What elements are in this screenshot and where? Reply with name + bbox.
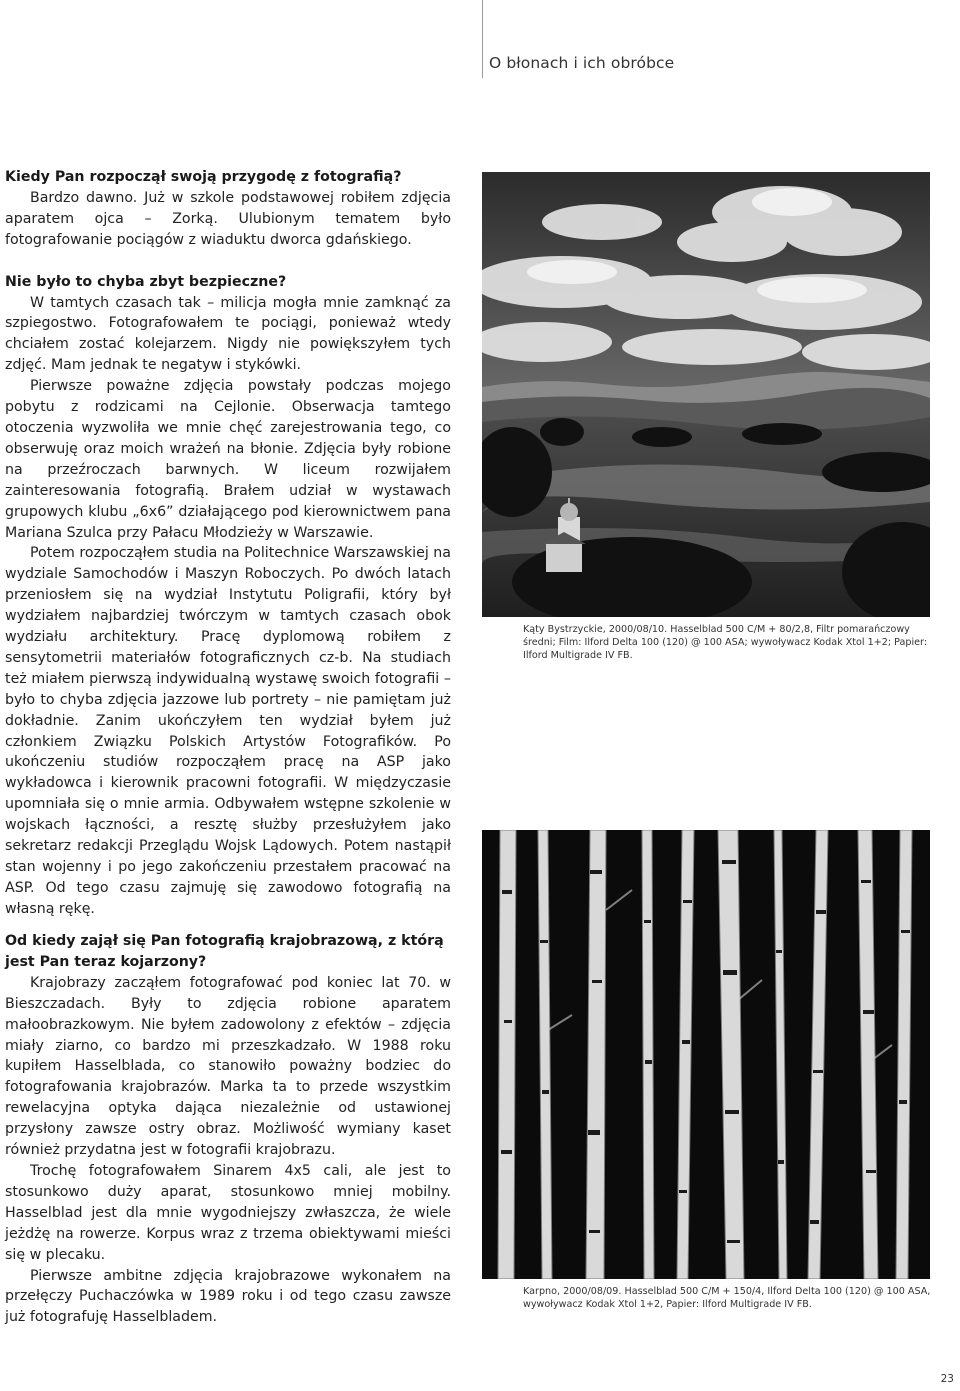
answer-2-paragraph-3: Potem rozpocząłem studia na Politechnice Warszawskiej na wydziale Samochodów i Maszyn Roboczych. Po dwóch latach przeniosłem się na wydział Instytutu Poligrafii, który był wydziałem najbardziej twórczym w tamtych czasach obok wydziału architektury. Pracę dyplomową robiłem z sensytometrii materiałów fotograficznych cz-b. Na studiach też miałem pierwszą indywidualną wystawę swoich fotografii – było to chyba zdjęcia jazzowe lub portrety – nie pamiętam już dokładnie. Zanim ukończyłem ten wydział byłem już członkiem Związku Polskich Artystów Fotografików. Po ukończeniu studiów rozpocząłem pracę na ASP jako wykładowca i kierownik pracowni fotografii. W międzyczasie upomniała się o mnie armia. Odbywałem wstępne szkolenie w wojskach łączności, a resztę służby przesłużyłem jako sekretarz redakcji Przeglądu Wojsk Lądowych. Potem nastąpił stan wojenny i po jego zakończeniu przestałem pracować na ASP. Od tego czasu zajmuję się zawodowo fotografią na własną rękę. [5, 545, 451, 917]
answer-2-paragraph-1: W tamtych czasach tak – milicja mogła mnie zamknąć za szpiegostwo. Fotografowałem te pociągi, ponieważ wtedy chciałem zostać kolejarzem. Nigdy nie powiększyłem tych zdjęć. Mam jednak te negatyw i stykówki. [5, 294, 451, 374]
answer-3-paragraph-1: Krajobrazy zacząłem fotografować pod koniec lat 70. w Bieszczadach. Były to zdjęcia robione aparatem małoobrazkowym. Nie byłem zadowolony z efektów – zdjęcia miały ziarno, co bardzo mi przeszkadzało. W 1988 roku kupiłem Hasselblada, co stanowiło poważny bodziec do fotografowania krajobrazów. Marka ta to przede wszystkim rewelacyjna optyka dająca niezależnie od ustawionej przysłony zawsze ostry obraz. Możliwość wymiany kaset również przydatna jest w fotografii krajobrazu. [5, 974, 451, 1159]
question-3: Od kiedy zajął się Pan fotografią krajobrazową, z którą jest Pan teraz kojarzony? [5, 933, 444, 970]
page-number: 23 [940, 1373, 954, 1385]
photo-caption-2: Karpno, 2000/08/09. Hasselblad 500 C/M + 150/4, Ilford Delta 100 (120) @ 100 ASA, wywoływacz Kodak Xtol 1+2, Papier: Ilford Multigrade IV FB. [523, 1286, 931, 1311]
article-column-bottom [5, 931, 451, 1328]
answer-3-paragraph-2: Trochę fotografowałem Sinarem 4x5 cali, ale jest to stosunkowo duży aparat, stosunkowo mniej mobilny. Hasselblad jest dla mnie wygodniejszy zwłaszcza, że wiele jeżdżę na rowerze. Korpus wraz z trzema obiektywami mieści się w plecaku. [5, 1162, 451, 1263]
answer-1: Bardzo dawno. Już w szkole podstawowej robiłem zdjęcia aparatem ojca – Zorką. Ulubionym tematem było fotografowanie pociągów z wiaduktu dworca gdańskiego. [5, 189, 451, 248]
question-2: Nie było to chyba zbyt bezpieczne? [5, 273, 287, 290]
section-title: O błonach i ich obróbce [489, 54, 675, 72]
answer-3-paragraph-3: Pierwsze ambitne zdjęcia krajobrazowe wykonałem na przełęczy Puchaczówka w 1989 roku i od tego czasu zawsze już fotografuję Hasselbladem. [5, 1267, 451, 1326]
landscape-photo [482, 172, 930, 617]
birch-photo [482, 830, 930, 1279]
question-1: Kiedy Pan rozpoczął swoją przygodę z fotografią? [5, 169, 402, 185]
article-column-top [5, 167, 451, 920]
header-divider [482, 0, 483, 78]
answer-2-paragraph-2: Pierwsze poważne zdjęcia powstały podczas mojego pobytu z rodzicami na Cejlonie. Obserwacja tamtego otoczenia wyzwoliła we mnie chęć zarejestrowania tego, co obserwuję oraz moich wrażeń na błonie. Zdjęcia były robione na przeźroczach barwnych. W liceum rozwijałem zainteresowania fotografią. Brałem udział w wystawach grupowych klubu „6x6” działającego pod kierownictwem pana Mariana Szulca przy Pałacu Młodzieży w Warszawie. [5, 378, 451, 541]
photo-caption-1: Kąty Bystrzyckie, 2000/08/10. Hasselblad 500 C/M + 80/2,8, Filtr pomarańczowy średni; Film: Ilford Delta 100 (120) @ 100 ASA; wywoływacz Kodak Xtol 1+2; Papier: Ilford Multigrade IV FB. [523, 624, 928, 662]
